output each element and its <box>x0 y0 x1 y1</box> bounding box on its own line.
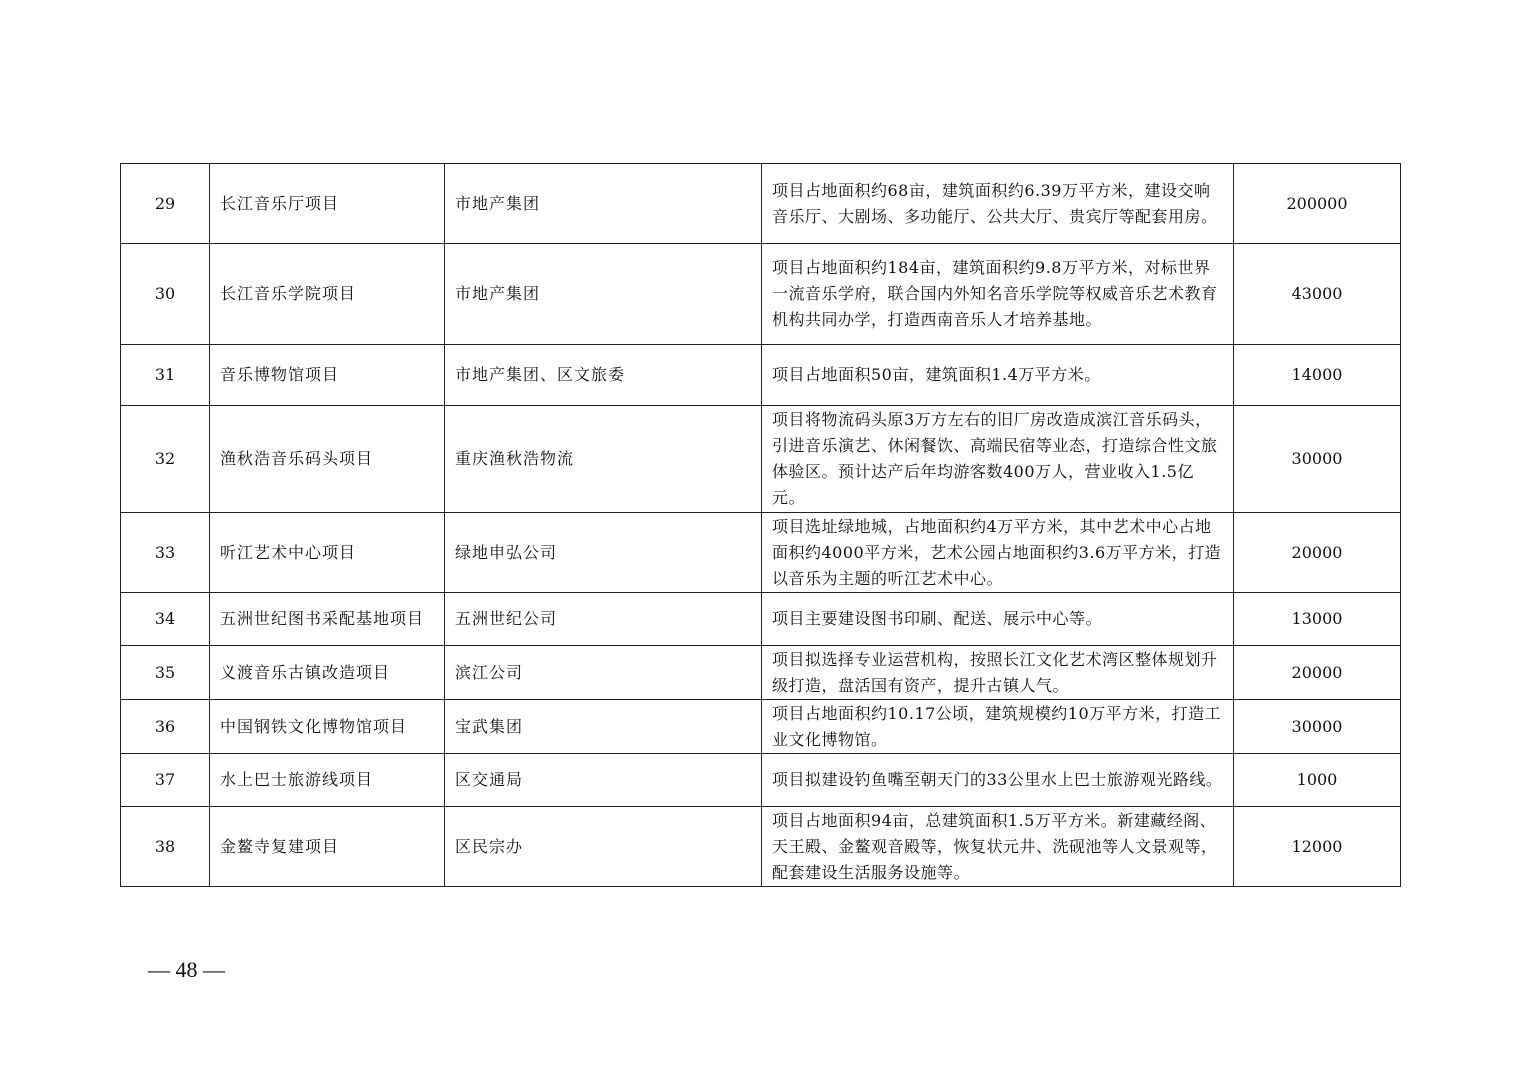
investment-amount: 1000 <box>1234 754 1401 807</box>
row-number: 33 <box>121 513 210 593</box>
table-row <box>121 406 1401 513</box>
responsible-unit: 区民宗办 <box>445 807 762 887</box>
responsible-unit: 宝武集团 <box>445 700 762 754</box>
project-description: 项目拟建设钓鱼嘴至朝天门的33公里水上巴士旅游观光路线。 <box>762 754 1234 807</box>
table-row <box>121 700 1401 754</box>
project-description: 项目占地面积约68亩，建筑面积约6.39万平方米，建设交响音乐厅、大剧场、多功能厅、公共大厅、贵宾厅等配套用房。 <box>762 164 1234 244</box>
project-description: 项目占地面积50亩，建筑面积1.4万平方米。 <box>762 345 1234 406</box>
project-name: 中国钢铁文化博物馆项目 <box>210 700 445 754</box>
table-row <box>121 807 1401 887</box>
responsible-unit: 区交通局 <box>445 754 762 807</box>
responsible-unit: 市地产集团 <box>445 244 762 345</box>
project-name: 长江音乐学院项目 <box>210 244 445 345</box>
project-description: 项目拟选择专业运营机构，按照长江文化艺术湾区整体规划升级打造，盘活国有资产，提升古镇人气。 <box>762 646 1234 700</box>
investment-amount: 30000 <box>1234 406 1401 513</box>
project-name: 五洲世纪图书采配基地项目 <box>210 593 445 646</box>
investment-amount: 14000 <box>1234 345 1401 406</box>
project-table <box>120 163 1401 887</box>
project-description: 项目占地面积约10.17公顷，建筑规模约10万平方米，打造工业文化博物馆。 <box>762 700 1234 754</box>
responsible-unit: 市地产集团、区文旅委 <box>445 345 762 406</box>
row-number: 30 <box>121 244 210 345</box>
responsible-unit: 五洲世纪公司 <box>445 593 762 646</box>
project-name: 听江艺术中心项目 <box>210 513 445 593</box>
row-number: 29 <box>121 164 210 244</box>
row-number: 34 <box>121 593 210 646</box>
project-description: 项目占地面积94亩，总建筑面积1.5万平方米。新建藏经阁、天王殿、金鳌观音殿等，恢复状元井、洗砚池等人文景观等，配套建设生活服务设施等。 <box>762 807 1234 887</box>
investment-amount: 13000 <box>1234 593 1401 646</box>
table-row <box>121 345 1401 406</box>
project-name: 音乐博物馆项目 <box>210 345 445 406</box>
responsible-unit: 重庆渔秋浩物流 <box>445 406 762 513</box>
project-description: 项目占地面积约184亩，建筑面积约9.8万平方米，对标世界一流音乐学府，联合国内外知名音乐学院等权威音乐艺术教育机构共同办学，打造西南音乐人才培养基地。 <box>762 244 1234 345</box>
page-number: — 48 — <box>148 957 225 982</box>
table-row <box>121 244 1401 345</box>
responsible-unit: 绿地申弘公司 <box>445 513 762 593</box>
row-number: 37 <box>121 754 210 807</box>
investment-amount: 200000 <box>1234 164 1401 244</box>
row-number: 35 <box>121 646 210 700</box>
table-row <box>121 513 1401 593</box>
project-description: 项目主要建设图书印刷、配送、展示中心等。 <box>762 593 1234 646</box>
row-number: 38 <box>121 807 210 887</box>
table-row <box>121 593 1401 646</box>
responsible-unit: 市地产集团 <box>445 164 762 244</box>
project-name: 义渡音乐古镇改造项目 <box>210 646 445 700</box>
table-row <box>121 164 1401 244</box>
table-row <box>121 754 1401 807</box>
row-number: 31 <box>121 345 210 406</box>
investment-amount: 20000 <box>1234 646 1401 700</box>
project-description: 项目将物流码头原3万方左右的旧厂房改造成滨江音乐码头，引进音乐演艺、休闲餐饮、高端民宿等业态，打造综合性文旅体验区。预计达产后年均游客数400万人，营业收入1.5亿元。 <box>762 406 1234 513</box>
project-name: 水上巴士旅游线项目 <box>210 754 445 807</box>
row-number: 32 <box>121 406 210 513</box>
project-name: 金鳌寺复建项目 <box>210 807 445 887</box>
project-description: 项目选址绿地城，占地面积约4万平方米，其中艺术中心占地面积约4000平方米，艺术公园占地面积约3.6万平方米，打造以音乐为主题的听江艺术中心。 <box>762 513 1234 593</box>
investment-amount: 30000 <box>1234 700 1401 754</box>
project-name: 长江音乐厅项目 <box>210 164 445 244</box>
project-name: 渔秋浩音乐码头项目 <box>210 406 445 513</box>
row-number: 36 <box>121 700 210 754</box>
investment-amount: 43000 <box>1234 244 1401 345</box>
investment-amount: 12000 <box>1234 807 1401 887</box>
investment-amount: 20000 <box>1234 513 1401 593</box>
table-row <box>121 646 1401 700</box>
responsible-unit: 滨江公司 <box>445 646 762 700</box>
